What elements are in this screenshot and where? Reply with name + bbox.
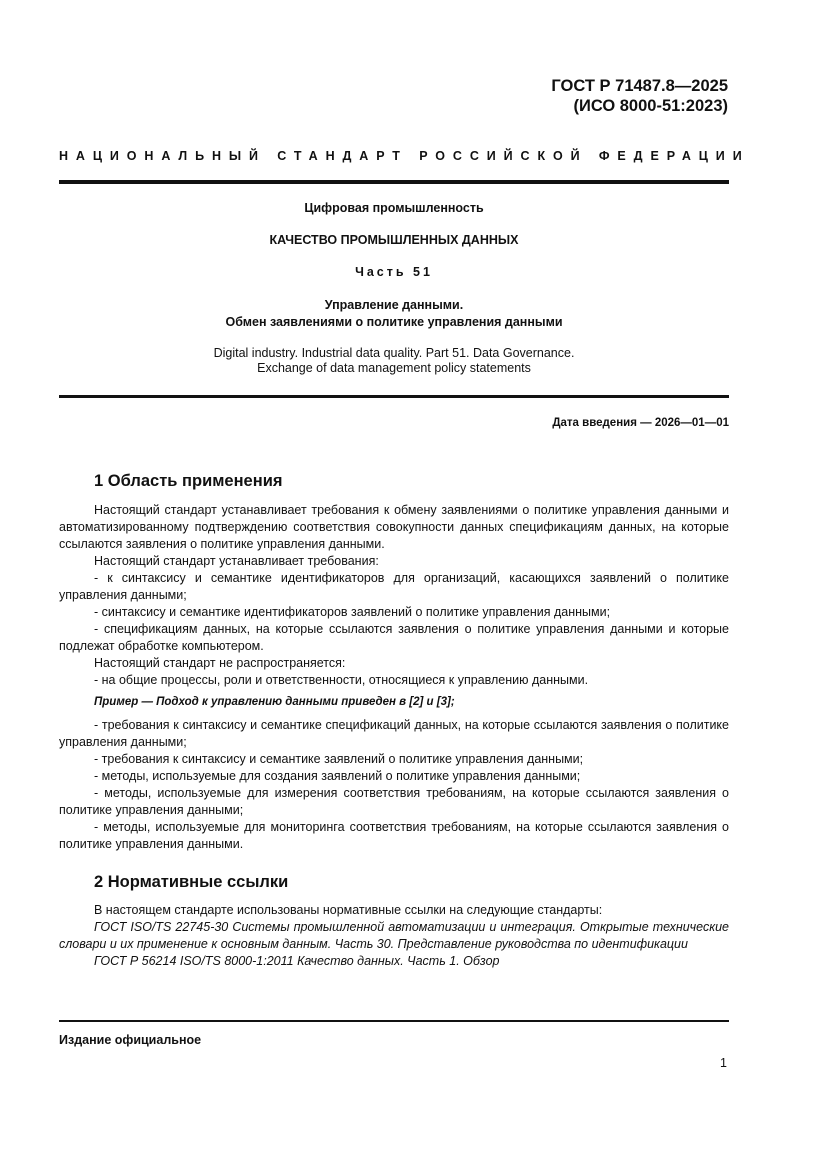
title-divider: [59, 395, 729, 398]
english-line-2: Exchange of data management policy statements: [257, 361, 531, 375]
section-2-body: [59, 902, 729, 970]
top-divider: [59, 180, 729, 184]
subtitle-line-1: Управление данными.: [324, 298, 464, 312]
national-standard-title: НАЦИОНАЛЬНЫЙ СТАНДАРТ РОССИЙСКОЙ ФЕДЕРАЦИИ: [59, 149, 750, 163]
page-number: 1: [720, 1056, 727, 1070]
footer-divider: [59, 1020, 729, 1022]
reference-item: ГОСТ ISO/TS 22745-30 Системы промышленной автоматизации и интеграция. Открытые технические словари и их применение к основным данным. Часть 30. Представление руководства по идентификации: [59, 920, 729, 951]
introduction-date: Дата введения — 2026—01—01: [552, 417, 729, 429]
list-item: - требования к синтаксису и семантике заявлений о политике управления данными;: [94, 752, 584, 766]
reference-item: ГОСТ Р 56214 ISO/TS 8000-1:2011 Качество данных. Часть 1. Обзор: [94, 954, 500, 968]
paragraph: Настоящий стандарт устанавливает требования к обмену заявлениями о политике управления данными и автоматизированному подтверждению соответствия совокупности данных спецификациям данных, на которые ссылаются заявления о политике управления данными.: [59, 503, 729, 551]
paragraph: Настоящий стандарт устанавливает требования:: [94, 554, 379, 568]
official-edition-label: Издание официальное: [59, 1033, 202, 1047]
paragraph: Настоящий стандарт не распространяется:: [94, 656, 346, 670]
list-item: - методы, используемые для измерения соответствия требованиям, на которые ссылаются заявления о политике управления данными;: [59, 786, 729, 817]
title-industry: Цифровая промышленность: [304, 201, 484, 215]
example-note: Пример — Подход к управлению данными приведен в [2] и [3];: [94, 696, 455, 708]
title-english: [59, 346, 729, 376]
title-subtitle: [59, 297, 729, 331]
iso-number: (ИСО 8000-51:2023): [573, 97, 728, 115]
subtitle-line-2: Обмен заявлениями о политике управления данными: [225, 315, 563, 329]
title-main: КАЧЕСТВО ПРОМЫШЛЕННЫХ ДАННЫХ: [269, 233, 519, 247]
list-item: - на общие процессы, роли и ответственности, относящиеся к управлению данными.: [94, 673, 589, 687]
list-item: - к синтаксису и семантике идентификаторов для организаций, касающихся заявлений о политике управления данными;: [59, 571, 729, 602]
gost-number: ГОСТ Р 71487.8—2025: [551, 77, 728, 95]
list-item: - синтаксису и семантике идентификаторов заявлений о политике управления данными;: [94, 605, 611, 619]
list-item: - требования к синтаксису и семантике спецификаций данных, на которые ссылаются заявления о политике управления данными;: [59, 718, 729, 749]
list-item: - методы, используемые для мониторинга соответствия требованиям, на которые ссылаются заявления о политике управления данными.: [59, 820, 729, 851]
title-part: Часть 51: [355, 265, 433, 279]
section-1-body: [59, 502, 729, 853]
section-2-heading: 2 Нормативные ссылки: [94, 873, 289, 891]
list-item: - спецификациям данных, на которые ссылаются заявления о политике управления данными и которые подлежат обработке компьютером.: [59, 622, 729, 653]
english-line-1: Digital industry. Industrial data quality. Part 51. Data Governance.: [213, 346, 575, 360]
list-item: - методы, используемые для создания заявлений о политике управления данными;: [94, 769, 581, 783]
document-designation: [551, 76, 728, 116]
paragraph: В настоящем стандарте использованы нормативные ссылки на следующие стандарты:: [94, 903, 603, 917]
section-1-heading: 1 Область применения: [94, 472, 283, 490]
